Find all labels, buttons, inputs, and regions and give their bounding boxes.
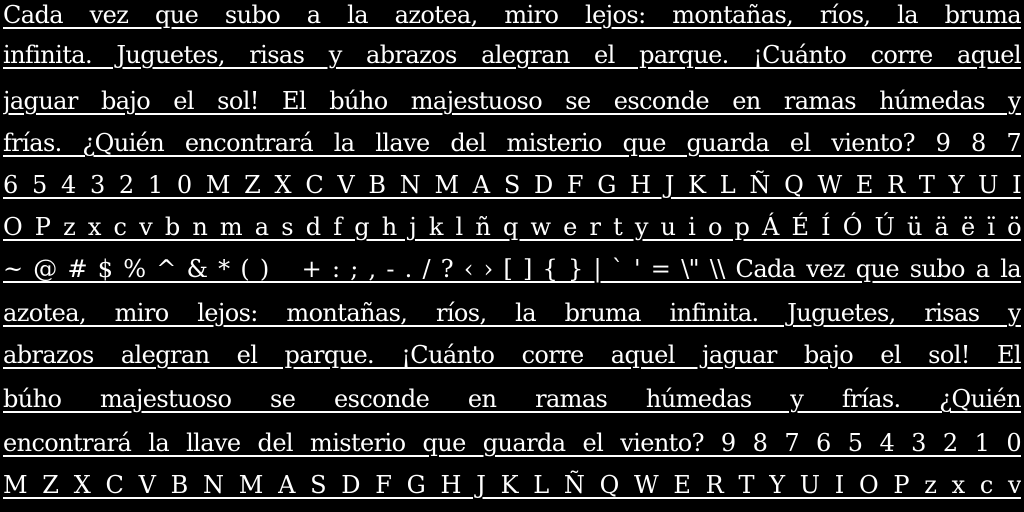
text-line-4: frías. ¿Quién encontrará la llave del misterio que guarda el viento? 9 8 7 <box>3 129 1021 157</box>
text-line-10: búho majestuoso se esconde en ramas húmedas y frías. ¿Quién <box>3 385 1021 413</box>
text-line-9: abrazos alegran el parque. ¡Cuánto corre aquel jaguar bajo el sol! El <box>3 341 1021 369</box>
text-line-1: Cada vez que subo a la azotea, miro lejos: montañas, ríos, la bruma <box>3 1 1021 29</box>
text-line-2: infinita. Juguetes, risas y abrazos alegran el parque. ¡Cuánto corre aquel <box>3 41 1021 69</box>
text-line-11: encontrará la llave del misterio que guarda el viento? 9 8 7 6 5 4 3 2 1 0 <box>3 429 1021 457</box>
text-line-3: jaguar bajo el sol! El búho majestuoso se esconde en ramas húmedas y <box>3 87 1021 115</box>
text-line-12: M Z X C V B N M A S D F G H J K L Ñ Q W E R T Y U I O P z x c v <box>3 471 1021 499</box>
text-line-6: O P z x c v b n m a s d f g h j k l ñ q w e r t y u i o p Á É Í Ó Ú ü ä ë ï ö <box>3 213 1021 241</box>
text-line-5: 6 5 4 3 2 1 0 M Z X C V B N M A S D F G H J K L Ñ Q W E R T Y U I <box>3 171 1021 199</box>
text-line-7: ~ @ # $ % ^ & * ( ) _ + : ; , - . / ? ‹ › [ ] { } | ` ' = \" \\ Cada vez que subo a la <box>3 255 1021 283</box>
text-line-8: azotea, miro lejos: montañas, ríos, la bruma infinita. Juguetes, risas y <box>3 299 1021 327</box>
